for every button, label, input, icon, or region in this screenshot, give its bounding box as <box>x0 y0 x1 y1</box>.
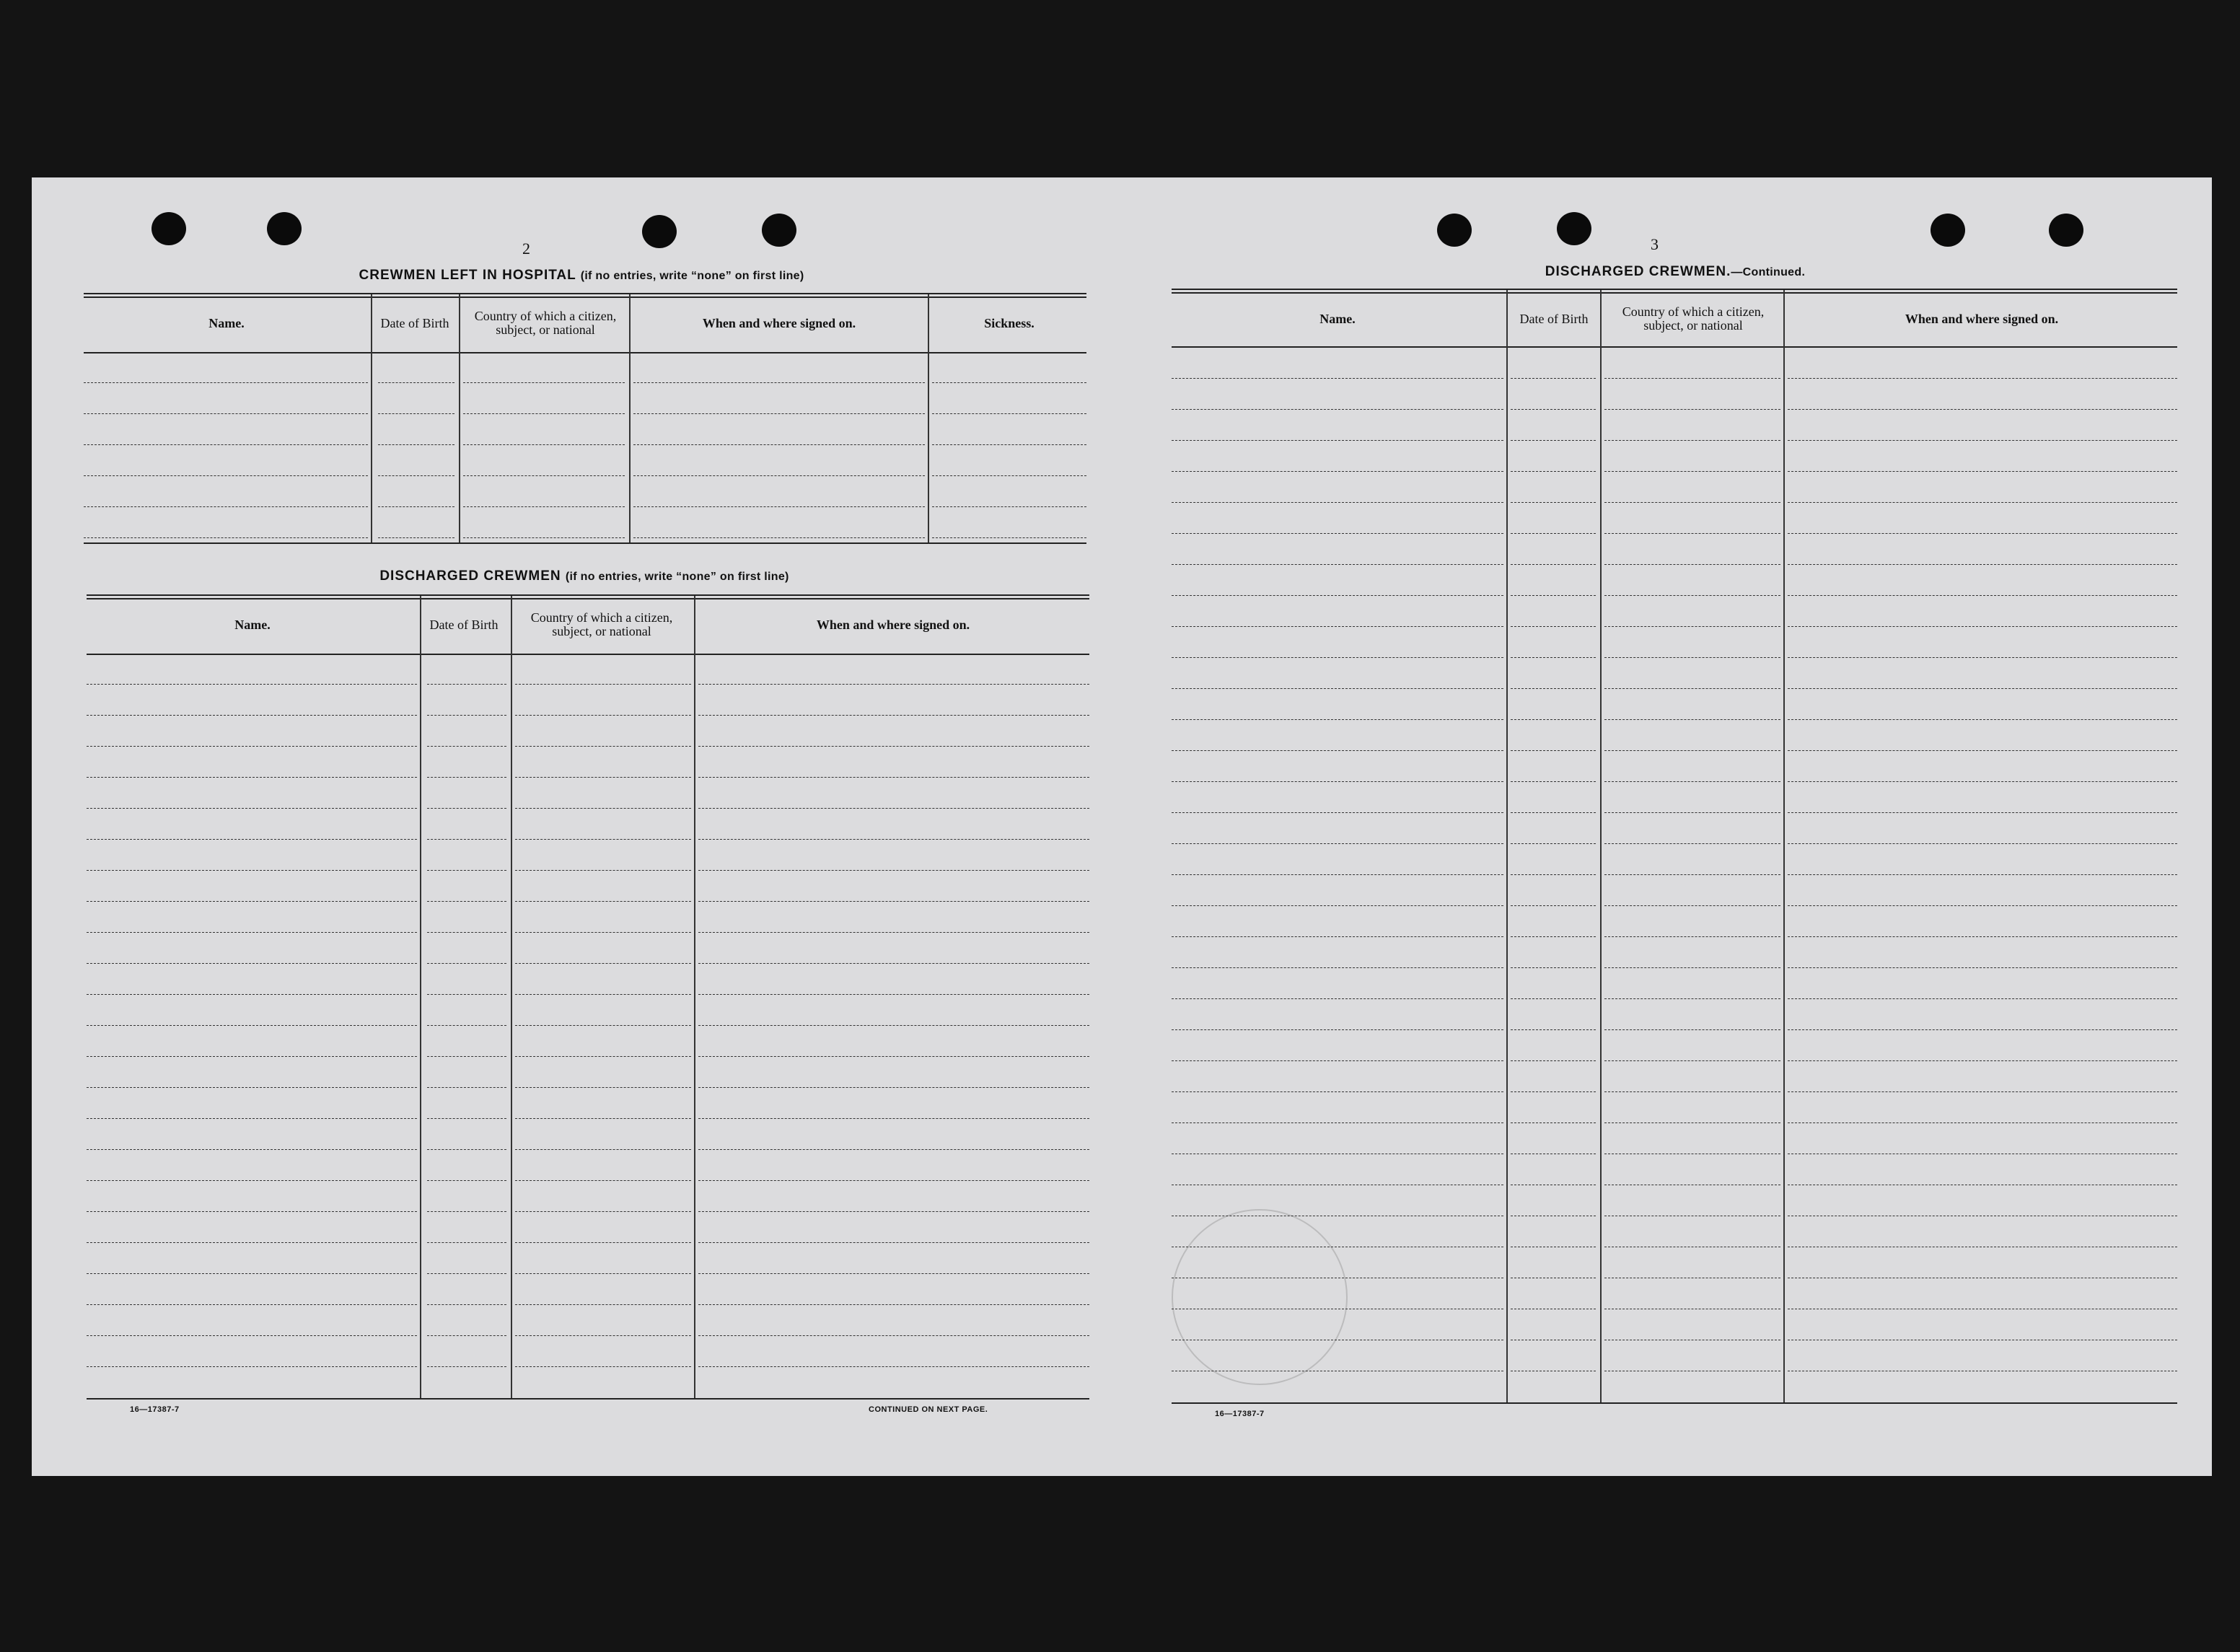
entry-line <box>87 1149 417 1150</box>
entry-line <box>932 413 1086 414</box>
entry-line <box>633 382 925 383</box>
entry-line <box>698 1149 1089 1150</box>
header-date-of-birth: Date of Birth <box>1519 311 1589 326</box>
form-number-left: 16—17387-7 <box>130 1405 180 1414</box>
column-divider <box>371 294 372 542</box>
entry-line <box>1788 781 2177 782</box>
column-divider <box>420 596 421 1398</box>
entry-line <box>87 1056 417 1057</box>
entry-line <box>698 994 1089 995</box>
hospital-table <box>84 293 1086 545</box>
entry-line <box>698 1211 1089 1212</box>
header-rule <box>84 352 1086 353</box>
entry-line <box>463 444 625 445</box>
entry-line <box>378 444 454 445</box>
form-number-right: 16—17387-7 <box>1215 1410 1265 1418</box>
entry-line <box>1172 440 1503 441</box>
hospital-title-main: CREWMEN LEFT IN HOSPITAL <box>359 268 576 283</box>
punch-hole <box>2049 214 2083 247</box>
entry-line <box>1172 750 1503 751</box>
header-signed-on: When and where signed on. <box>702 315 856 330</box>
entry-line <box>633 475 925 476</box>
entry-line <box>515 963 691 964</box>
entry-line <box>698 870 1089 871</box>
entry-line <box>1511 595 1596 596</box>
entry-line <box>1511 440 1596 441</box>
entry-line <box>1511 905 1596 906</box>
entry-line <box>87 746 417 747</box>
entry-line <box>87 777 417 778</box>
entry-line <box>1172 533 1503 534</box>
entry-line <box>1788 719 2177 720</box>
entry-line <box>427 1087 506 1088</box>
entry-line <box>1172 502 1503 503</box>
entry-line <box>932 506 1086 507</box>
entry-line <box>1511 1029 1596 1030</box>
entry-line <box>932 444 1086 445</box>
entry-line <box>633 413 925 414</box>
entry-line <box>515 684 691 685</box>
entry-line <box>1604 533 1780 534</box>
entry-line <box>1604 626 1780 627</box>
table-bottom-rule <box>84 542 1086 544</box>
entry-line <box>1788 905 2177 906</box>
entry-line <box>1511 626 1596 627</box>
entry-line <box>1788 688 2177 689</box>
entry-line <box>515 1118 691 1119</box>
entry-line <box>1511 998 1596 999</box>
entry-line <box>87 1211 417 1212</box>
entry-line <box>427 1149 506 1150</box>
entry-line <box>1172 626 1503 627</box>
entry-line <box>427 715 506 716</box>
punch-hole <box>1931 214 1965 247</box>
entry-line <box>378 382 454 383</box>
column-divider <box>694 596 695 1398</box>
entry-line <box>1172 688 1503 689</box>
entry-line <box>378 537 454 538</box>
discharged-section-title <box>85 568 1084 584</box>
entry-line <box>378 506 454 507</box>
entry-line <box>87 684 417 685</box>
entry-line <box>1788 564 2177 565</box>
entry-line <box>1511 936 1596 937</box>
entry-line <box>1511 781 1596 782</box>
entry-line <box>1172 905 1503 906</box>
entry-line <box>87 1087 417 1088</box>
entry-line <box>1788 440 2177 441</box>
entry-line <box>1604 688 1780 689</box>
entry-line <box>427 1025 506 1026</box>
entry-line <box>87 808 417 809</box>
entry-line <box>515 1180 691 1181</box>
entry-line <box>1788 409 2177 410</box>
entry-line <box>87 1366 417 1367</box>
entry-line <box>1604 564 1780 565</box>
entry-line <box>87 1273 417 1274</box>
entry-line <box>87 1180 417 1181</box>
punch-hole <box>642 215 677 248</box>
entry-line <box>84 537 368 538</box>
header-signed-on: When and where signed on. <box>1905 311 2059 326</box>
entry-line <box>87 1335 417 1336</box>
entry-line <box>1511 564 1596 565</box>
entry-line <box>1604 905 1780 906</box>
discharged-table-left <box>87 594 1089 1402</box>
page-number-left: 2 <box>522 240 530 258</box>
punch-hole <box>762 214 796 247</box>
entry-line <box>427 963 506 964</box>
entry-line <box>1604 843 1780 844</box>
entry-line <box>515 839 691 840</box>
entry-line <box>1172 595 1503 596</box>
entry-line <box>698 901 1089 902</box>
continued-title-note: —Continued. <box>1731 266 1806 278</box>
entry-line <box>932 382 1086 383</box>
entry-line <box>1172 1029 1503 1030</box>
entry-line <box>1604 1029 1780 1030</box>
header-name: Name. <box>234 617 271 632</box>
entry-line <box>427 1304 506 1305</box>
punch-hole <box>1557 212 1591 245</box>
entry-line <box>698 1056 1089 1057</box>
entry-line <box>1172 812 1503 813</box>
entry-line <box>1511 967 1596 968</box>
header-name: Name. <box>1319 311 1356 326</box>
entry-line <box>515 1242 691 1243</box>
entry-line <box>698 963 1089 964</box>
punch-hole <box>1437 214 1472 247</box>
entry-line <box>698 1118 1089 1119</box>
entry-line <box>427 777 506 778</box>
entry-line <box>698 777 1089 778</box>
entry-line <box>1788 595 2177 596</box>
entry-line <box>515 715 691 716</box>
entry-line <box>1788 502 2177 503</box>
header-rule <box>1172 346 2177 348</box>
entry-line <box>698 715 1089 716</box>
entry-line <box>1172 1060 1503 1061</box>
entry-line <box>698 1025 1089 1026</box>
entry-line <box>1788 657 2177 658</box>
entry-line <box>1604 812 1780 813</box>
entry-line <box>515 777 691 778</box>
entry-line <box>1604 1122 1780 1123</box>
header-name: Name. <box>208 315 245 330</box>
entry-line <box>1172 719 1503 720</box>
entry-line <box>84 413 368 414</box>
entry-line <box>1604 378 1780 379</box>
entry-line <box>87 1118 417 1119</box>
entry-line <box>515 1366 691 1367</box>
entry-line <box>1604 998 1780 999</box>
entry-line <box>1604 719 1780 720</box>
entry-line <box>84 382 368 383</box>
hospital-section-title <box>82 268 1081 284</box>
entry-line <box>1788 967 2177 968</box>
entry-line <box>1511 812 1596 813</box>
entry-line <box>1511 874 1596 875</box>
header-sickness: Sickness. <box>984 315 1035 330</box>
form-sheet <box>32 177 2212 1476</box>
entry-line <box>515 932 691 933</box>
entry-line <box>515 746 691 747</box>
entry-line <box>1172 1091 1503 1092</box>
entry-line <box>87 839 417 840</box>
entry-line <box>87 932 417 933</box>
entry-line <box>633 506 925 507</box>
entry-line <box>1604 936 1780 937</box>
entry-line <box>427 684 506 685</box>
entry-line <box>1511 409 1596 410</box>
entry-line <box>427 932 506 933</box>
entry-line <box>463 506 625 507</box>
entry-line <box>515 1211 691 1212</box>
entry-line <box>515 1087 691 1088</box>
punch-hole <box>151 212 186 245</box>
entry-line <box>1604 750 1780 751</box>
entry-line <box>1511 657 1596 658</box>
entry-line <box>378 413 454 414</box>
entry-line <box>1604 440 1780 441</box>
entry-line <box>633 537 925 538</box>
entry-line <box>1172 874 1503 875</box>
entry-line <box>427 1180 506 1181</box>
entry-line <box>463 537 625 538</box>
entry-line <box>427 746 506 747</box>
entry-line <box>427 1118 506 1119</box>
entry-line <box>698 1304 1089 1305</box>
entry-line <box>1788 378 2177 379</box>
entry-line <box>515 1149 691 1150</box>
entry-line <box>698 932 1089 933</box>
entry-line <box>1511 750 1596 751</box>
entry-line <box>1511 378 1596 379</box>
column-divider <box>629 294 631 542</box>
entry-line <box>1788 998 2177 999</box>
entry-line <box>1788 936 2177 937</box>
entry-line <box>84 475 368 476</box>
entry-line <box>1511 719 1596 720</box>
entry-line <box>87 1025 417 1026</box>
entry-line <box>463 475 625 476</box>
column-divider <box>511 596 512 1398</box>
entry-line <box>698 1180 1089 1181</box>
entry-line <box>1511 502 1596 503</box>
column-divider <box>459 294 460 542</box>
entry-line <box>427 901 506 902</box>
entry-line <box>1172 843 1503 844</box>
entry-line <box>1604 967 1780 968</box>
entry-line <box>427 1211 506 1212</box>
entry-line <box>87 1242 417 1243</box>
entry-line <box>1172 967 1503 968</box>
entry-line <box>1788 471 2177 472</box>
hospital-title-note: (if no entries, write “none” on first line) <box>580 270 804 282</box>
entry-line <box>932 475 1086 476</box>
entry-line <box>1788 1029 2177 1030</box>
entry-line <box>427 1056 506 1057</box>
entry-line <box>1788 533 2177 534</box>
entry-line <box>1604 409 1780 410</box>
entry-line <box>87 901 417 902</box>
entry-line <box>1172 657 1503 658</box>
entry-line <box>1604 1091 1780 1092</box>
entry-line <box>1172 936 1503 937</box>
header-country: Country of which a citizen, subject, or national <box>1622 304 1765 333</box>
entry-line <box>1511 1091 1596 1092</box>
header-date-of-birth: Date of Birth <box>429 617 498 632</box>
entry-line <box>515 901 691 902</box>
entry-line <box>87 963 417 964</box>
discharged-table-right <box>1172 289 2177 1407</box>
entry-line <box>1788 1091 2177 1092</box>
column-divider <box>1600 290 1602 1402</box>
entry-line <box>698 1087 1089 1088</box>
entry-line <box>1511 1122 1596 1123</box>
header-country: Country of which a citizen, subject, or national <box>474 309 617 337</box>
entry-line <box>698 1273 1089 1274</box>
entry-line <box>1511 1060 1596 1061</box>
entry-line <box>1172 409 1503 410</box>
entry-line <box>1788 750 2177 751</box>
entry-line <box>698 1242 1089 1243</box>
column-divider <box>1506 290 1508 1402</box>
entry-line <box>1604 781 1780 782</box>
entry-line <box>1788 1060 2177 1061</box>
discharged-title-main: DISCHARGED CREWMEN <box>379 568 561 584</box>
entry-line <box>378 475 454 476</box>
continued-title-main: DISCHARGED CREWMEN. <box>1545 264 1731 279</box>
entry-line <box>1604 595 1780 596</box>
entry-line <box>87 1304 417 1305</box>
entry-line <box>1511 843 1596 844</box>
column-divider <box>928 294 929 542</box>
entry-line <box>1604 1060 1780 1061</box>
entry-line <box>1172 378 1503 379</box>
entry-line <box>1788 874 2177 875</box>
punch-hole <box>267 212 302 245</box>
entry-line <box>698 839 1089 840</box>
entry-line <box>84 506 368 507</box>
entry-line <box>1604 502 1780 503</box>
continued-note: CONTINUED ON NEXT PAGE. <box>869 1405 988 1414</box>
header-rule <box>87 654 1089 655</box>
entry-line <box>427 1242 506 1243</box>
entry-line <box>427 808 506 809</box>
header-country: Country of which a citizen, subject, or national <box>530 610 673 638</box>
entry-line <box>427 1366 506 1367</box>
table-bottom-rule <box>87 1398 1089 1400</box>
entry-line <box>427 870 506 871</box>
entry-line <box>1788 1122 2177 1123</box>
entry-line <box>1604 657 1780 658</box>
entry-line <box>633 444 925 445</box>
table-bottom-rule <box>1172 1402 2177 1404</box>
page-number-right: 3 <box>1651 235 1659 253</box>
entry-line <box>87 870 417 871</box>
entry-line <box>1788 843 2177 844</box>
entry-line <box>1788 626 2177 627</box>
entry-line <box>463 382 625 383</box>
discharged-title-note: (if no entries, write “none” on first line) <box>565 571 789 583</box>
header-date-of-birth: Date of Birth <box>380 315 449 330</box>
entry-line <box>515 808 691 809</box>
entry-line <box>427 1273 506 1274</box>
entry-line <box>1788 812 2177 813</box>
entry-line <box>87 994 417 995</box>
entry-line <box>463 413 625 414</box>
entry-line <box>515 1025 691 1026</box>
entry-line <box>427 839 506 840</box>
entry-line <box>698 1335 1089 1336</box>
entry-line <box>427 994 506 995</box>
header-signed-on: When and where signed on. <box>816 617 970 632</box>
entry-line <box>1604 471 1780 472</box>
entry-line <box>1172 471 1503 472</box>
entry-line <box>1604 874 1780 875</box>
entry-line <box>1172 1122 1503 1123</box>
entry-line <box>1172 998 1503 999</box>
discharged-continued-title <box>1170 264 2180 280</box>
entry-line <box>515 994 691 995</box>
entry-line <box>698 1366 1089 1367</box>
entry-line <box>1511 533 1596 534</box>
entry-line <box>1172 781 1503 782</box>
entry-line <box>84 444 368 445</box>
column-divider <box>1783 290 1785 1402</box>
entry-line <box>427 1335 506 1336</box>
entry-line <box>932 537 1086 538</box>
entry-line <box>515 1056 691 1057</box>
entry-line <box>87 715 417 716</box>
entry-line <box>515 1335 691 1336</box>
entry-line <box>1511 688 1596 689</box>
entry-line <box>698 684 1089 685</box>
entry-line <box>698 808 1089 809</box>
entry-line <box>515 1304 691 1305</box>
entry-line <box>698 746 1089 747</box>
entry-line <box>1172 564 1503 565</box>
entry-line <box>1511 471 1596 472</box>
entry-line <box>515 1273 691 1274</box>
entry-line <box>515 870 691 871</box>
